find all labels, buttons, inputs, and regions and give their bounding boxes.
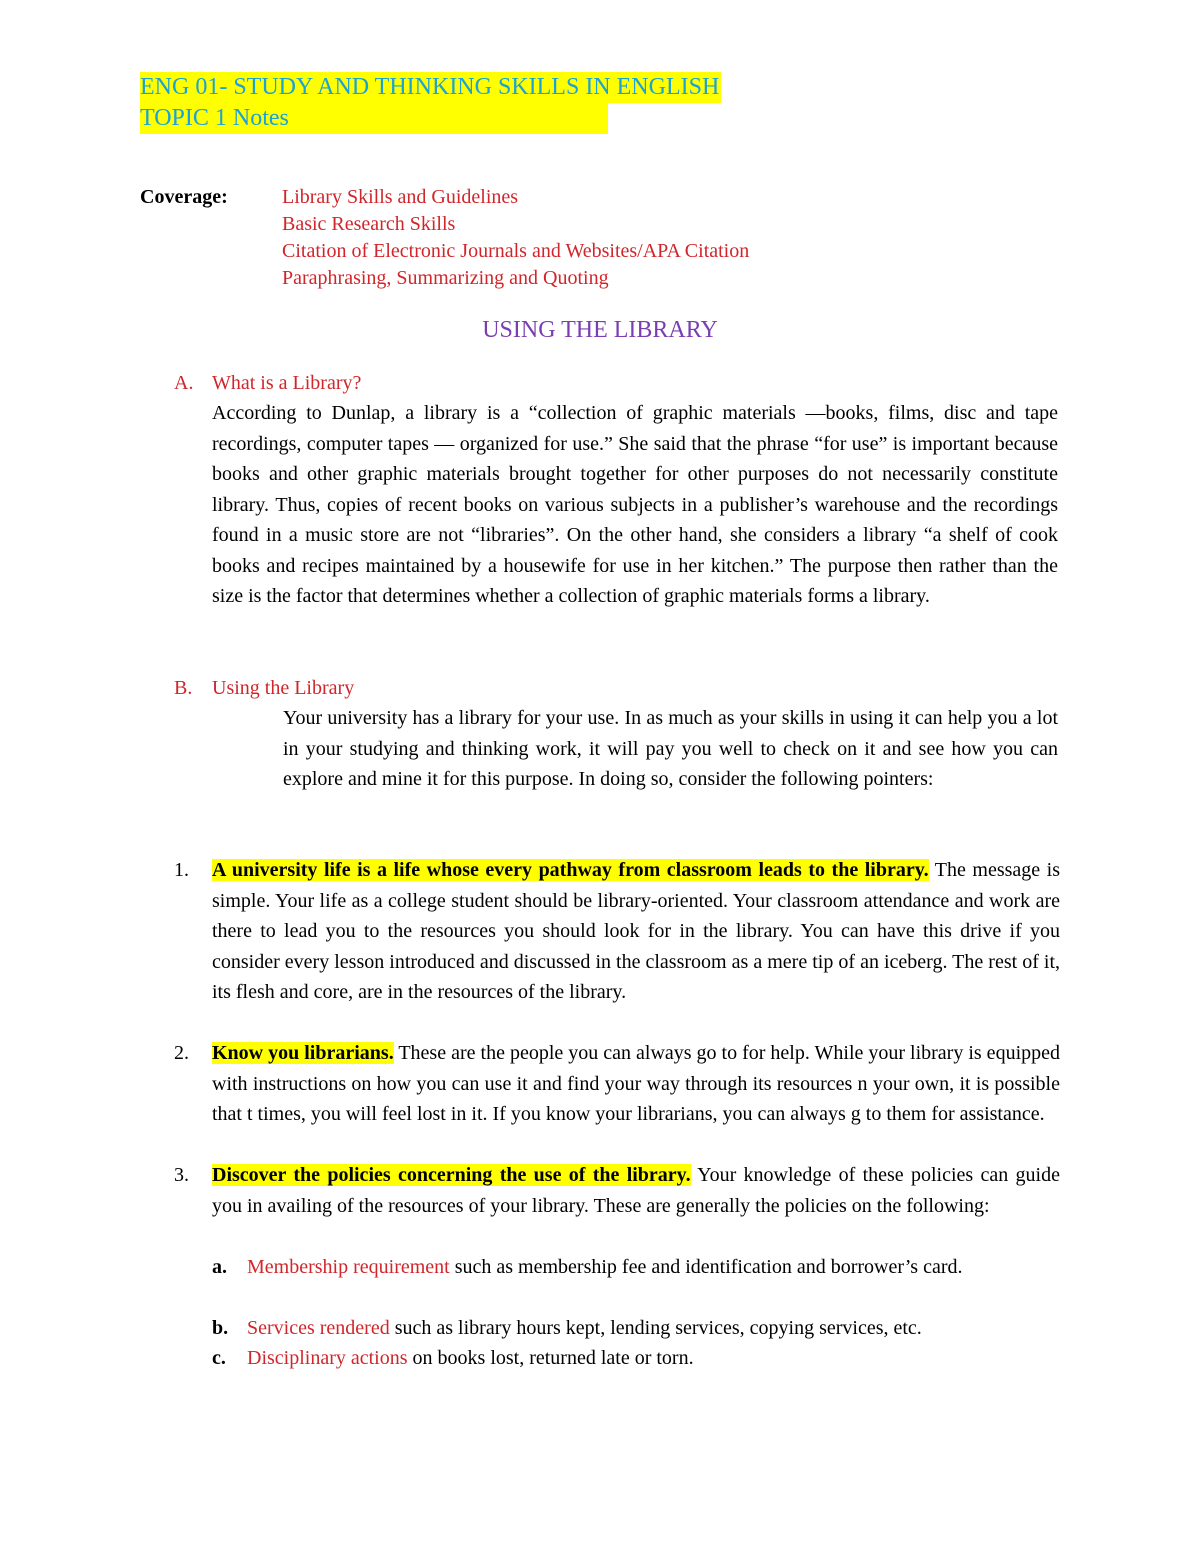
policy-term: Membership requirement [247, 1256, 450, 1278]
coverage-item: Basic Research Skills [282, 213, 456, 235]
policy-text: on books lost, returned late or torn. [407, 1347, 694, 1369]
document-header [140, 72, 720, 134]
policy-letter: c. [212, 1347, 226, 1369]
coverage-label: Coverage: [140, 186, 228, 208]
pointer-number: 1. [174, 859, 189, 881]
policy-text: such as membership fee and identification and borrower’s card. [449, 1256, 963, 1278]
policy-letter: a. [212, 1256, 227, 1278]
pointer-number: 3. [174, 1164, 189, 1186]
coverage-item: Citation of Electronic Journals and Websites/APA Citation [282, 240, 750, 262]
pointer-highlight: A university life is a life whose every pathway from classroom leads to the library. [212, 859, 929, 881]
section-a-letter: A. [174, 372, 194, 394]
coverage-list [282, 184, 882, 292]
pointer-item [140, 1160, 1060, 1221]
policy-term: Services rendered [247, 1317, 390, 1339]
policy-item [212, 1313, 1058, 1344]
pointer-highlight: Discover the policies concerning the use of the library. [212, 1164, 691, 1186]
course-title: ENG 01- STUDY AND THINKING SKILLS IN ENGLISH [140, 72, 721, 103]
policy-text: such as library hours kept, lending services, copying services, etc. [389, 1317, 922, 1339]
pointer-number: 2. [174, 1042, 189, 1064]
coverage-item: Library Skills and Guidelines [282, 186, 519, 208]
pointer-item [140, 855, 1060, 1008]
coverage-item: Paraphrasing, Summarizing and Quoting [282, 267, 609, 289]
section-b-body: Your university has a library for your use. In as much as your skills in using it can help you a lot in your studying and thinking work, it will pay you well to check on it and see how you can explore and mine it for this purpose. In doing so, consider the following pointers: [283, 707, 1058, 790]
policy-term: Disciplinary actions [247, 1347, 408, 1369]
policy-item [212, 1343, 1058, 1374]
pointer-text: The message is simple. Your life as a college student should be library-oriented. Your classroom attendance and work are there to lead you to the resources you should look for in the library. You can have this drive if you consider every lesson introduced and discussed in the classroom as a mere tip of an iceberg. The rest of it, its flesh and core, are in the resources of the library. [212, 859, 1060, 1003]
pointer-item [140, 1038, 1060, 1130]
section-b-letter: B. [174, 677, 193, 699]
policy-letter: b. [212, 1317, 229, 1339]
policy-body [247, 1313, 1058, 1344]
pointer-body [212, 855, 1060, 1008]
pointer-body [212, 1038, 1060, 1130]
section-a-heading: What is a Library? [212, 372, 362, 394]
topic-title: TOPIC 1 Notes [140, 103, 608, 134]
pointer-highlight: Know you librarians. [212, 1042, 394, 1064]
policy-body [247, 1252, 1058, 1283]
pointer-text: These are the people you can always go to for help. While your library is equipped with instructions on how you can use it and find your way through its resources n your own, it is possible that t times, you will feel lost in it. If you know your librarians, you can always g to them for assistance. [212, 1042, 1060, 1125]
policy-body [247, 1343, 1058, 1374]
section-title: USING THE LIBRARY [482, 317, 718, 343]
section-a-body: According to Dunlap, a library is a “collection of graphic materials —books, films, disc and tape recordings, computer tapes — organized for use.” She said that the phrase “for use” is important because books and other graphic materials brought together for other purposes do not necessarily constitute library. Thus, copies of recent books on various subjects in a publisher’s warehouse and the recordings found in a music store are not “libraries”. On the other hand, she considers a library “a shelf of cook books and recipes maintained by a housewife for use in her kitchen.” The purpose then rather than the size is the factor that determines whether a collection of graphic materials forms a library. [212, 402, 1058, 607]
pointer-body [212, 1160, 1060, 1221]
pointer-text: Your knowledge of these policies can guide you in availing of the resources of your library. These are generally the policies on the following: [212, 1164, 1060, 1217]
policy-item [212, 1252, 1058, 1283]
section-b-heading: Using the Library [212, 677, 355, 699]
